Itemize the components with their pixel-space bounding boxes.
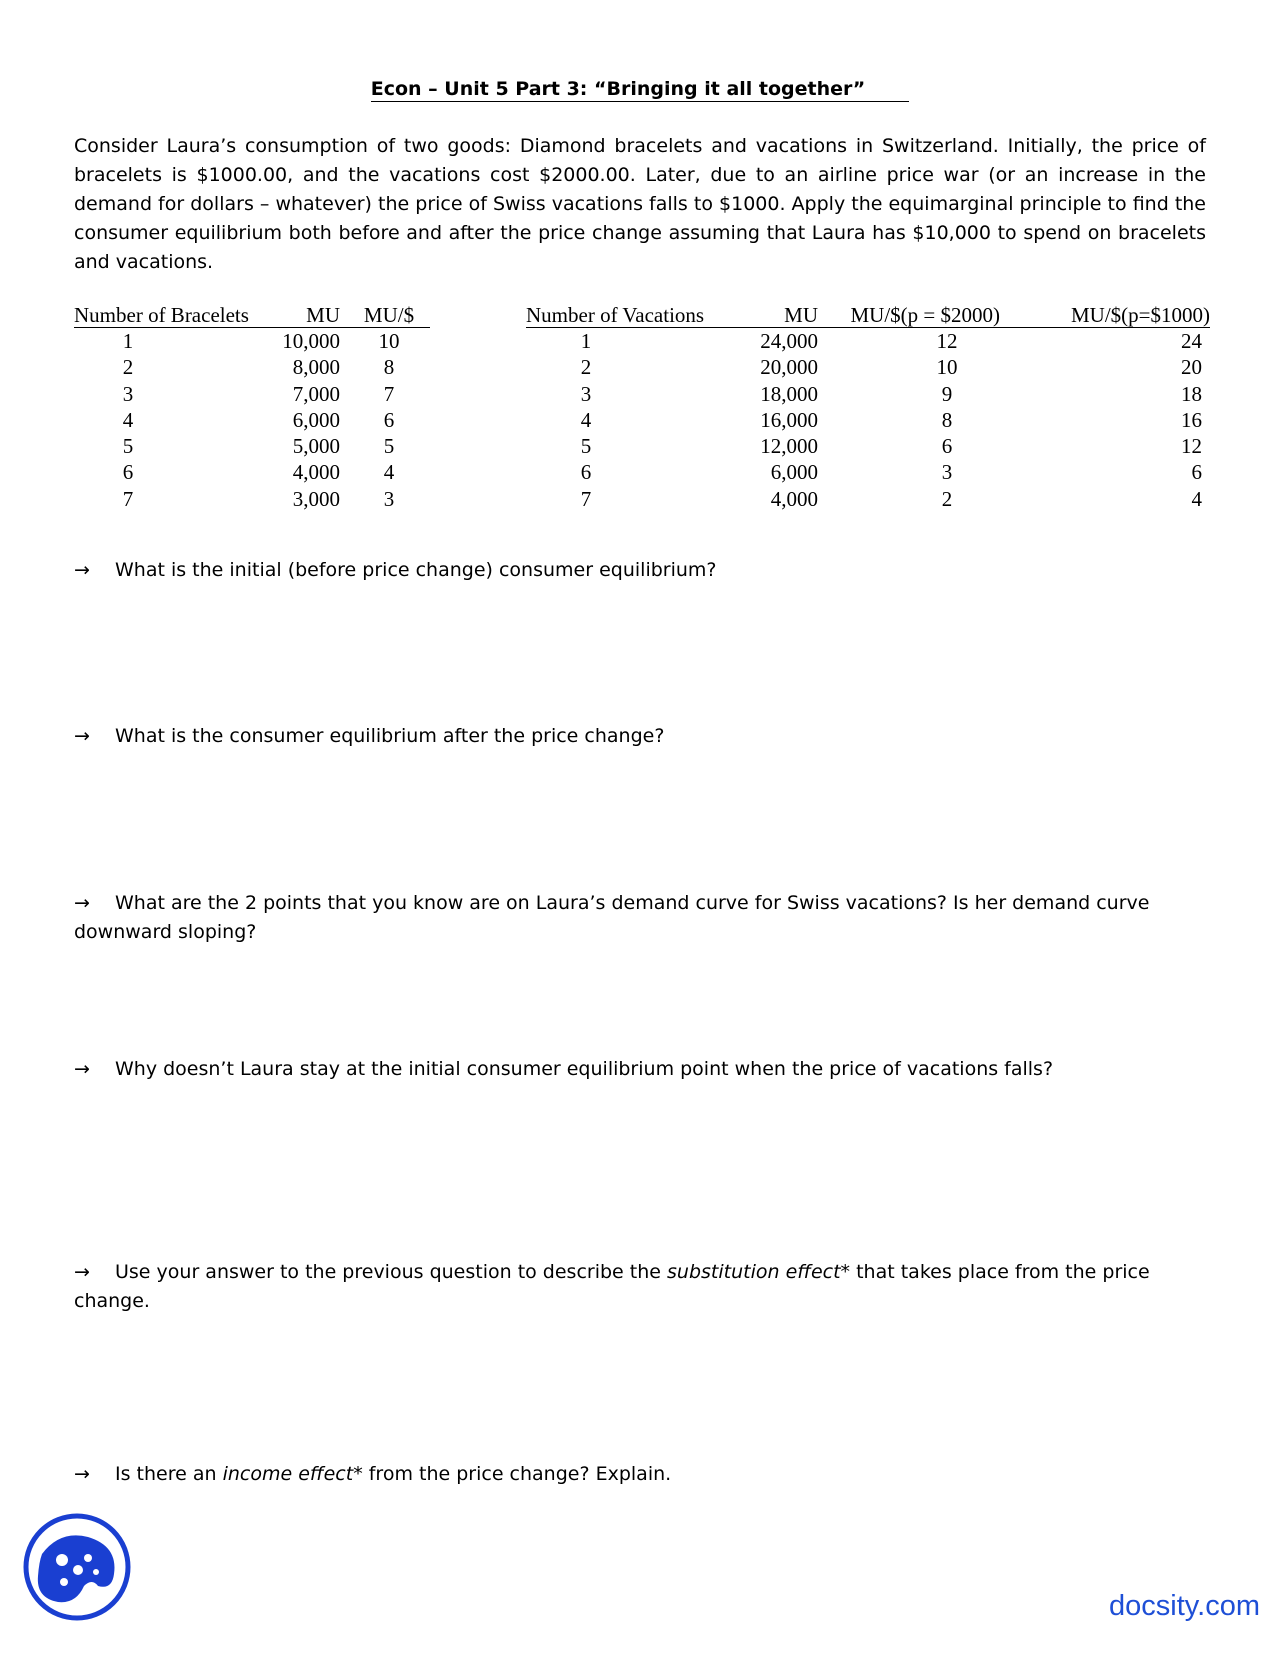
table-cell: 1 bbox=[122, 329, 134, 353]
table-cell: 4 bbox=[383, 460, 395, 485]
table-row bbox=[74, 381, 430, 407]
table-header-row bbox=[526, 304, 1210, 328]
table-row bbox=[526, 459, 1210, 485]
table-cell: 6 bbox=[383, 407, 395, 432]
table-row bbox=[526, 328, 1210, 355]
table-cell: 16 bbox=[1181, 407, 1202, 432]
table-cell: 7,000 bbox=[292, 381, 340, 406]
table-cell: 10 bbox=[936, 355, 958, 380]
table-cell: 6 bbox=[1191, 460, 1202, 485]
table-cell: 9 bbox=[941, 381, 953, 406]
table-row bbox=[74, 328, 430, 355]
table-cell: 5 bbox=[383, 434, 395, 459]
table-cell: 10 bbox=[378, 329, 400, 353]
table-row bbox=[526, 381, 1210, 407]
question-text: from the price change? Explain. bbox=[362, 1463, 672, 1485]
table-cell: 20,000 bbox=[760, 355, 818, 380]
question-text: that takes place from the price change. bbox=[74, 1261, 1150, 1312]
table-cell: 4 bbox=[122, 407, 134, 432]
table-cell: 8 bbox=[383, 355, 395, 380]
col-header-mu-per-dollar-p1000: MU/$(p=$1000) bbox=[1006, 304, 1210, 328]
table-cell: 4,000 bbox=[292, 460, 340, 485]
table-cell: 6,000 bbox=[292, 407, 340, 432]
arrow-right-icon: → bbox=[74, 892, 90, 914]
table-cell: 8 bbox=[941, 407, 953, 432]
col-header-mu: MU bbox=[258, 304, 348, 328]
arrow-right-icon: → bbox=[74, 1058, 90, 1080]
table-row bbox=[526, 433, 1210, 459]
table-row bbox=[526, 486, 1210, 512]
question-substitution-effect bbox=[74, 1258, 1206, 1316]
table-cell: 6 bbox=[941, 434, 953, 459]
table-cell: 2 bbox=[122, 355, 134, 380]
question-text: Use your answer to the previous question to describe the bbox=[115, 1261, 668, 1283]
table-cell: 4,000 bbox=[770, 486, 818, 511]
table-cell: 6 bbox=[580, 460, 592, 485]
table-cell: 5,000 bbox=[292, 434, 340, 459]
table-cell: 20 bbox=[1181, 355, 1202, 380]
arrow-right-icon: → bbox=[74, 725, 90, 747]
col-header-mu-per-dollar-p2000: MU/$(p = $2000) bbox=[818, 304, 1006, 328]
table-cell: 3 bbox=[580, 381, 592, 406]
table-row bbox=[74, 459, 430, 485]
table-cell: 3 bbox=[941, 460, 953, 485]
intro-paragraph: Consider Laura’s consumption of two goods: Diamond bracelets and vacations in Switzerland. Initially, the price of bracelets is $1000.00, and the vacations cost $2000.00. Later, due to an airline price war (or an increase in the demand for dollars – whatever) the price of Swiss vacations falls to $1000. Apply the equimarginal principle to find the consumer equilibrium both before and after the price change assuming that Laura has $10,000 to spend on bracelets and vacations. bbox=[74, 135, 1206, 273]
question-income-effect bbox=[74, 1460, 1206, 1489]
col-header-number-of-vacations: Number of Vacations bbox=[526, 304, 716, 328]
table-cell: 5 bbox=[122, 434, 134, 459]
table-cell: 10,000 bbox=[282, 329, 340, 353]
table-cell: 5 bbox=[580, 434, 592, 459]
question-text: Why doesn’t Laura stay at the initial consumer equilibrium point when the price of vacations falls? bbox=[115, 1058, 1054, 1080]
table-cell: 4 bbox=[1191, 486, 1202, 511]
table-cell: 3 bbox=[383, 486, 395, 511]
table-row bbox=[526, 407, 1210, 433]
question-demand-curve bbox=[74, 889, 1206, 947]
col-header-mu-per-dollar: MU/$ bbox=[348, 304, 430, 328]
docsity-brand-text: docsity.com bbox=[1109, 1590, 1260, 1622]
table-cell: 12 bbox=[936, 329, 958, 353]
table-cell: 24,000 bbox=[760, 329, 818, 353]
question-text: What is the initial (before price change) consumer equilibrium? bbox=[115, 559, 717, 581]
table-cell: 3,000 bbox=[292, 486, 340, 511]
table-row bbox=[74, 486, 430, 512]
page-title bbox=[0, 78, 1280, 100]
table-cell: 2 bbox=[580, 355, 592, 380]
table-cell: 6 bbox=[122, 460, 134, 485]
table-cell: 3 bbox=[122, 381, 134, 406]
table-cell: 8,000 bbox=[292, 355, 340, 380]
docsity-logo-icon bbox=[22, 1512, 132, 1622]
table-cell: 12,000 bbox=[760, 434, 818, 459]
table-cell: 7 bbox=[580, 486, 592, 511]
question-why-not-stay bbox=[74, 1055, 1206, 1084]
table-cell: 18 bbox=[1181, 381, 1202, 406]
question-equilibrium-after bbox=[74, 722, 1206, 751]
table-cell: 16,000 bbox=[760, 407, 818, 432]
question-term: substitution effect* bbox=[667, 1261, 851, 1283]
table-cell: 6,000 bbox=[770, 460, 818, 485]
question-text: What are the 2 points that you know are on Laura’s demand curve for Swiss vacations? Is her demand curve downward sloping? bbox=[74, 892, 1150, 943]
question-initial-equilibrium bbox=[74, 556, 1206, 585]
question-text: Is there an bbox=[115, 1463, 223, 1485]
question-text: What is the consumer equilibrium after the price change? bbox=[115, 725, 665, 747]
question-term: income effect* bbox=[222, 1463, 363, 1485]
table-cell: 2 bbox=[941, 486, 953, 511]
vacations-table bbox=[526, 304, 1210, 512]
table-cell: 12 bbox=[1181, 434, 1202, 459]
table-row bbox=[526, 354, 1210, 380]
table-cell: 7 bbox=[122, 486, 134, 511]
table-row bbox=[74, 354, 430, 380]
table-cell: 18,000 bbox=[760, 381, 818, 406]
page-title-text: Econ – Unit 5 Part 3: “Bringing it all together” bbox=[371, 78, 910, 102]
table-cell: 7 bbox=[383, 381, 395, 406]
table-cell: 1 bbox=[580, 329, 592, 353]
arrow-right-icon: → bbox=[74, 1261, 90, 1283]
arrow-right-icon: → bbox=[74, 1463, 90, 1485]
table-row bbox=[74, 407, 430, 433]
table-cell: 24 bbox=[1181, 329, 1202, 353]
col-header-mu: MU bbox=[716, 304, 818, 328]
table-cell: 4 bbox=[580, 407, 592, 432]
table-row bbox=[74, 433, 430, 459]
arrow-right-icon: → bbox=[74, 559, 90, 581]
table-header-row bbox=[74, 304, 430, 328]
col-header-number-of-bracelets: Number of Bracelets bbox=[74, 304, 258, 328]
bracelets-table bbox=[74, 304, 430, 512]
